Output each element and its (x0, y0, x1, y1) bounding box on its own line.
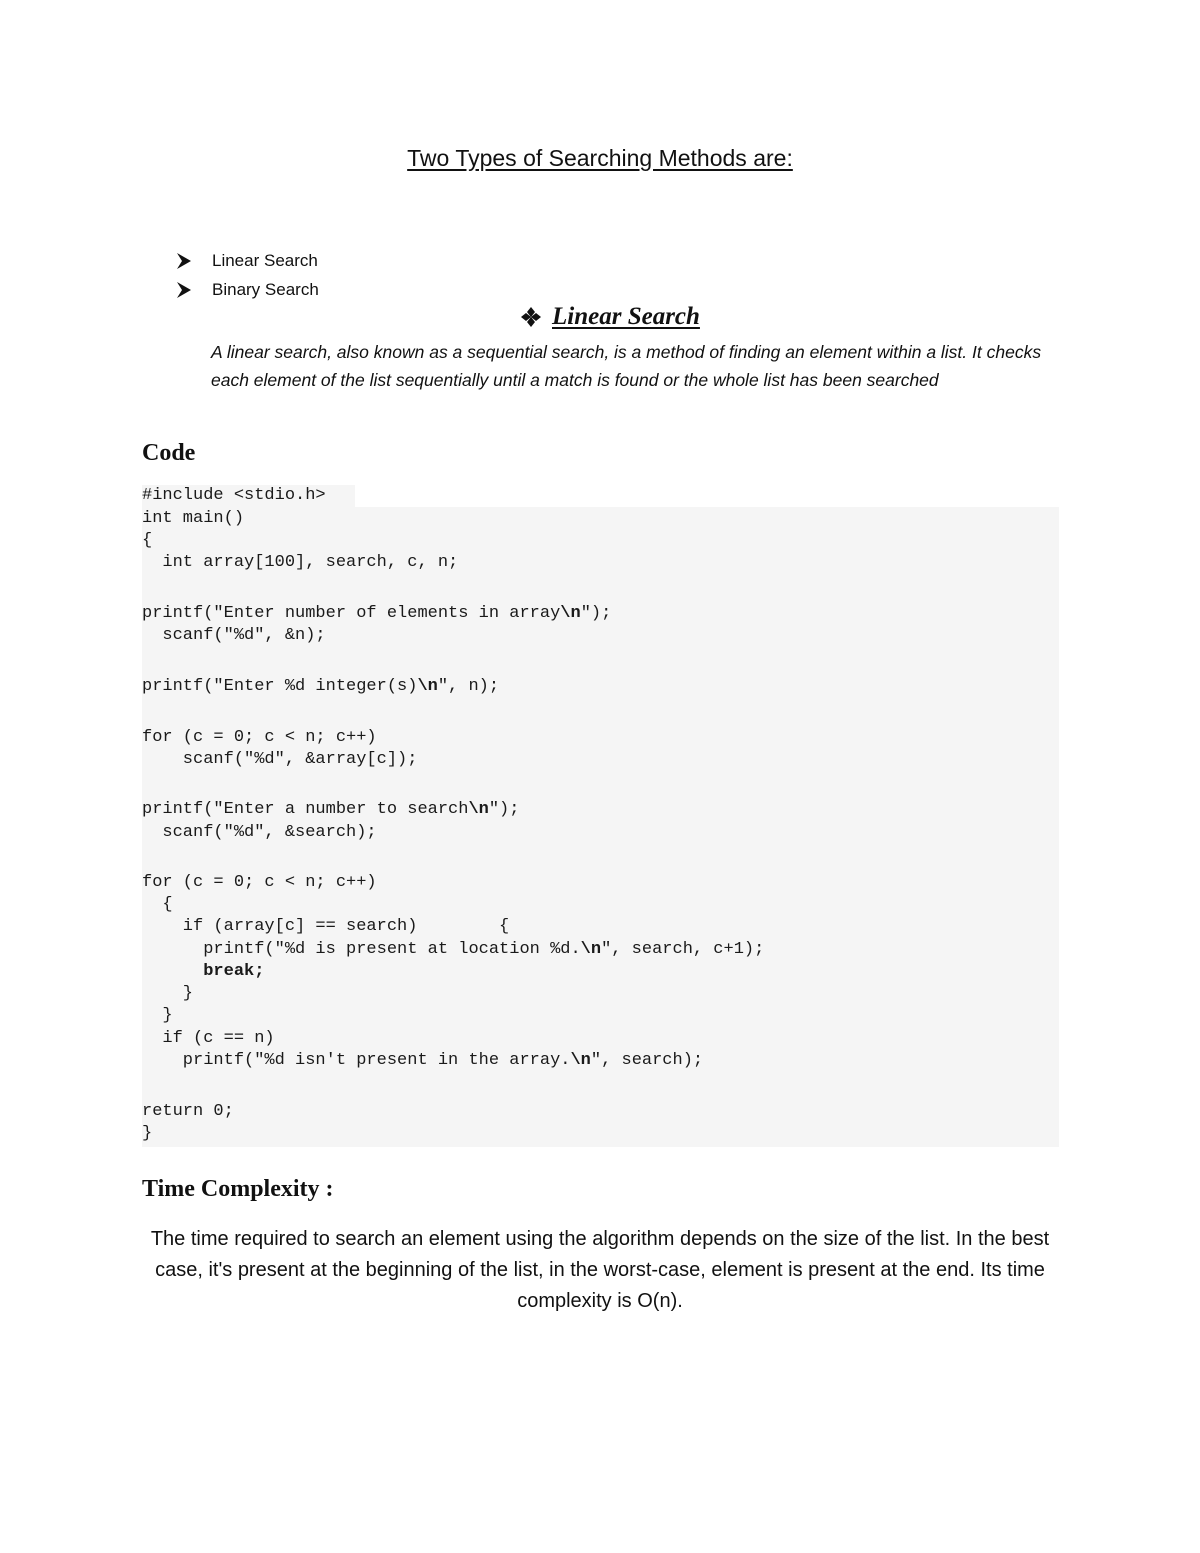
time-complexity-text: The time required to search an element using the algorithm depends on the size of the list. In the best case, it's present at the beginning of the list, in the worst-case, element is present at the end. Its time complexity is O(n). (150, 1228, 1050, 1312)
code-line: int array[100], search, c, n; (142, 553, 459, 572)
code-line: if (array[c] == search) { (142, 917, 510, 936)
code-line: scanf("%d", &array[c]); (142, 750, 418, 769)
code-line: printf("%d is present at location %d.\n", search, c+1); (142, 940, 765, 959)
method-label: Binary Search (212, 279, 319, 299)
method-label: Linear Search (212, 250, 318, 270)
time-complexity-heading: Time Complexity : (142, 1176, 334, 1202)
code-line: scanf("%d", &n); (142, 626, 326, 645)
code-line: } (142, 1006, 173, 1025)
code-line: #include <stdio.h> (142, 486, 326, 505)
code-line: printf("Enter number of elements in array\n"); (142, 604, 612, 623)
list-item (176, 275, 319, 304)
code-line: scanf("%d", &search); (142, 823, 377, 842)
code-line: for (c = 0; c < n; c++) (142, 873, 377, 892)
code-line: int main() (142, 509, 245, 528)
diamond-bullet-icon (520, 306, 542, 328)
page-title: Two Types of Searching Methods are: (407, 145, 793, 171)
arrow-bullet-icon (176, 281, 192, 299)
code-heading: Code (142, 440, 196, 466)
section-heading-label: Linear Search (552, 303, 700, 330)
code-line: for (c = 0; c < n; c++) (142, 728, 377, 747)
code-line: } (142, 984, 194, 1003)
code-line: if (c == n) (142, 1029, 275, 1048)
code-line: printf("Enter a number to search\n"); (142, 800, 520, 819)
arrow-bullet-icon (176, 252, 192, 270)
code-line: { (142, 531, 153, 550)
section-heading (520, 303, 700, 331)
methods-list (176, 246, 319, 304)
code-line: return 0; (142, 1102, 234, 1121)
list-item (176, 246, 319, 275)
section-description: A linear search, also known as a sequential search, is a method of finding an element within a list. It checks each element of the list sequentially until a match is found or the whole list has been searched (211, 342, 1042, 390)
code-line: { (142, 895, 173, 914)
code-line: printf("Enter %d integer(s)\n", n); (142, 677, 500, 696)
code-line: break; (142, 962, 265, 981)
code-line: printf("%d isn't present in the array.\n", search); (142, 1051, 704, 1070)
code-line: } (142, 1124, 153, 1143)
